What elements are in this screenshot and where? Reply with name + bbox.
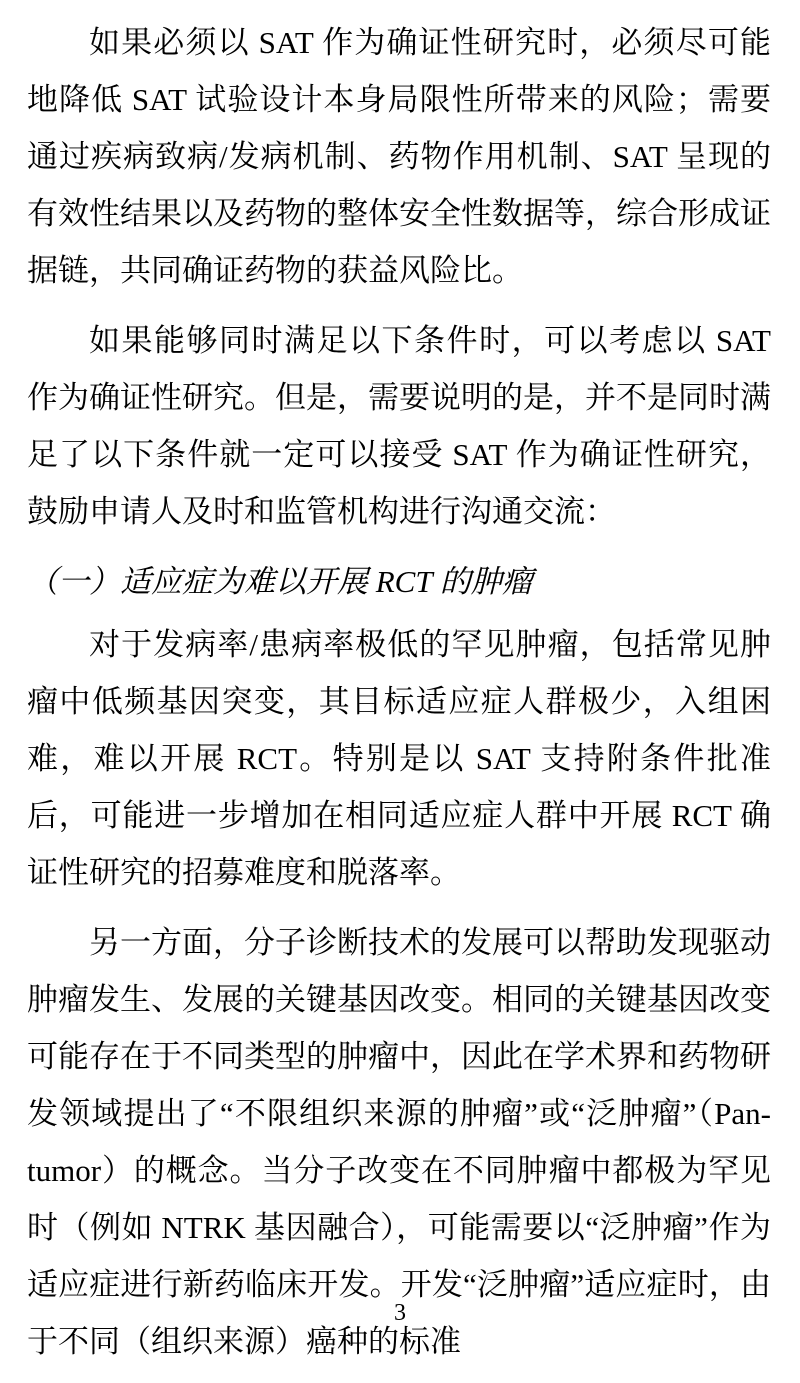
paragraph-sat-conditions-intro: 如果能够同时满足以下条件时，可以考虑以 SAT 作为确证性研究。但是，需要说明的是，并不是同时满足了以下条件就一定可以接受 SAT 作为确证性研究，鼓励申请人及时和监管机构进行沟通交流： — [27, 323, 771, 529]
section-heading-rare-tumor: （一）适应症为难以开展 RCT 的肿瘤 — [27, 564, 533, 599]
paragraph-sat-risk-mitigation: 如果必须以 SAT 作为确证性研究时，必须尽可能地降低 SAT 试验设计本身局限性所带来的风险；需要通过疾病致病/发病机制、药物作用机制、SAT 呈现的有效性结果以及药物的整体安全性数据等，综合形成证据链，共同确证药物的获益风险比。 — [27, 25, 771, 288]
page-number: 3 — [394, 1300, 406, 1326]
paragraph-pan-tumor-concept: 另一方面，分子诊断技术的发展可以帮助发现驱动肿瘤发生、发展的关键基因改变。相同的关键基因改变可能存在于不同类型的肿瘤中，因此在学术界和药物研发领域提出了“不限组织来源的肿瘤”或“泛肿瘤”（Pan-tumor）的概念。当分子改变在不同肿瘤中都极为罕见时（例如 NTRK 基因融合），可能需要以“泛肿瘤”作为适应症进行新药临床开发。开发“泛肿瘤”适应症时，由于不同（组织来源）癌种的标准 — [27, 925, 771, 1359]
paragraph-rare-tumor-rct-difficulty: 对于发病率/患病率极低的罕见肿瘤，包括常见肿瘤中低频基因突变，其目标适应症人群极少，入组困难，难以开展 RCT。特别是以 SAT 支持附条件批准后，可能进一步增加在相同适应症人群中开展 RCT 确证性研究的招募难度和脱落率。 — [27, 627, 771, 890]
document-page — [27, 14, 771, 1383]
